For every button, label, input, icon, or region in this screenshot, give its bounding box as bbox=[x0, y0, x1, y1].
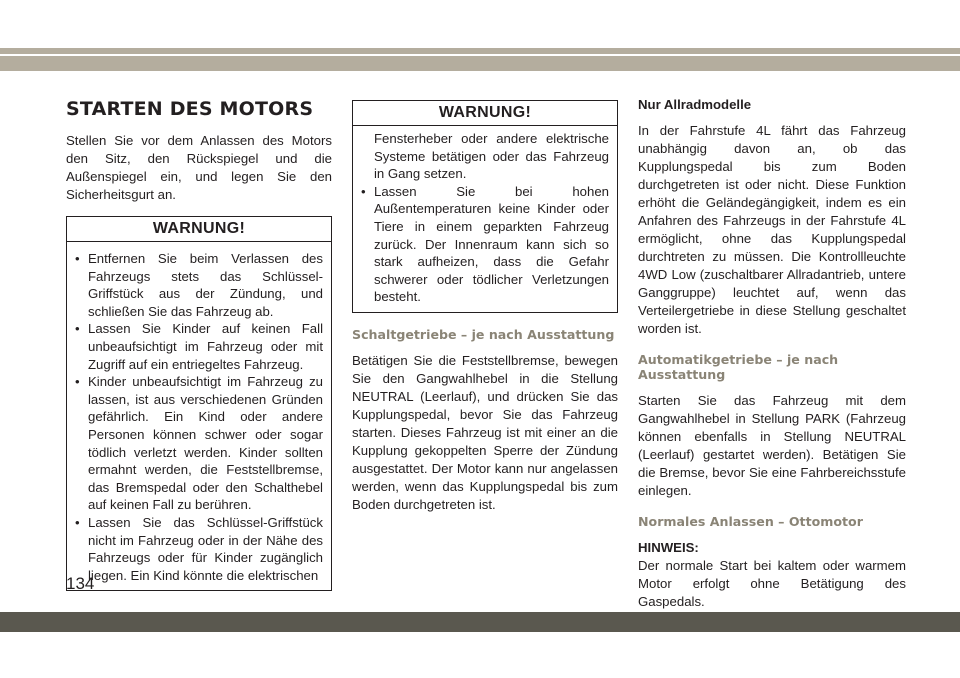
normal-start-heading: Normales Anlassen – Ottomotor bbox=[638, 514, 863, 529]
warning-box-1 bbox=[66, 216, 332, 591]
warning-item: • Lassen Sie das Schlüssel-Griffstück nicht im Fahrzeug oder in der Nähe des Fahrzeugs oder für Kinder zugänglich liegen. Ein Kind könnte die elektrischen bbox=[75, 514, 323, 584]
intro-paragraph: Stellen Sie vor dem Anlassen des Motors den Sitz, den Rückspiegel und die Außenspiegel ein, und legen Sie den Sicherheitsgurt an. bbox=[66, 133, 332, 202]
warning-continuation: Fensterheber oder andere elektrische Systeme betätigen oder das Fahrzeug in Gang setzen. bbox=[374, 131, 609, 182]
manual-transmission-text: Betätigen Sie die Feststellbremse, bewegen Sie den Gangwahlhebel in die Stellung NEUTRAL (Leerlauf), und drücken Sie das Kupplungspedal, bevor Sie das Fahrzeug starten. Dieses Fahrzeug ist mit einer an die Kupplung gekoppelten Sperre der Zündung ausgestattet. Der Motor kann nur angelassen werden, wenn das Kupplungspedal bis zum Boden durchgetreten ist. bbox=[352, 352, 618, 512]
warning-box-2 bbox=[352, 100, 618, 313]
warning-list-1 bbox=[75, 250, 323, 584]
manual-transmission-heading: Schaltgetriebe – je nach Ausstattung bbox=[352, 326, 615, 342]
top-band bbox=[0, 48, 960, 54]
column-3 bbox=[638, 96, 906, 611]
warning-list-2 bbox=[361, 130, 609, 306]
automatic-transmission-heading: Automatikgetriebe – je nach Ausstattung bbox=[638, 352, 839, 382]
note-label: HINWEIS: bbox=[638, 540, 699, 555]
column-2 bbox=[352, 100, 618, 514]
warning-item: • Lassen Sie bei hohen Außentemperaturen keine Kinder oder Tiere in einem geparkten Fahrzeug zurück. Der Innenraum kann sich so stark aufheizen, dass die Gefahr schwerer oder tödlicher Verletzungen besteht. bbox=[361, 183, 609, 306]
warning-item: • Entfernen Sie beim Verlassen des Fahrzeugs stets das Schlüssel-Griffstück aus der Zündung, und schließen Sie das Fahrzeug ab. bbox=[75, 250, 323, 320]
warning-heading-2: WARNUNG! bbox=[353, 101, 617, 126]
warning-item: • Kinder unbeaufsichtigt im Fahrzeug zu lassen, ist aus verschiedenen Gründen gefährlich. Ein Kind oder andere Personen können schwer oder sogar tödlich verletzt werden. Kinder sollten ermahnt werden, die Feststellbremse, das Bremspedal oder den Schalthebel auf keinen Fall zu berühren. bbox=[75, 373, 323, 514]
top-band-lower bbox=[0, 56, 960, 71]
bottom-band bbox=[0, 612, 960, 632]
normal-start-text: Der normale Start bei kaltem oder warmem Motor erfolgt ohne Betätigung des Gaspedals. bbox=[638, 558, 906, 609]
page-number: 134 bbox=[66, 574, 95, 593]
allrad-heading: Nur Allradmodelle bbox=[638, 97, 752, 112]
column-1 bbox=[66, 92, 332, 591]
automatic-transmission-text: Starten Sie das Fahrzeug mit dem Gangwahlhebel in Stellung PARK (Fahrzeug können ebenfalls in Stellung NEUTRAL (Leerlauf) gestartet werden). Betätigen Sie die Bremse, bevor Sie eine Fahrbereichsstufe einlegen. bbox=[638, 393, 906, 498]
warning-item: • Lassen Sie Kinder auf keinen Fall unbeaufsichtigt im Fahrzeug oder mit Zugriff auf ein entriegeltes Fahrzeug. bbox=[75, 320, 323, 373]
page-title: STARTEN DES MOTORS bbox=[66, 98, 314, 120]
allrad-text: In der Fahrstufe 4L fährt das Fahrzeug unabhängig davon an, ob das Kupplungspedal bis zum Boden durchgetreten ist oder nicht. Diese Funktion erhöht die Geländegängigkeit, indem es ein Anfahren des Fahrzeugs in der Fahrstufe 4L ermöglicht, ohne das Kupplungspedal durchtreten zu müssen. Die Kontrollleuchte 4WD Low (zuschaltbarer Allradantrieb, untere Ganggruppe) leuchtet auf, wenn das Verteilergetriebe in diese Stellung geschaltet worden ist. bbox=[638, 123, 906, 336]
warning-heading-1: WARNUNG! bbox=[67, 217, 331, 242]
